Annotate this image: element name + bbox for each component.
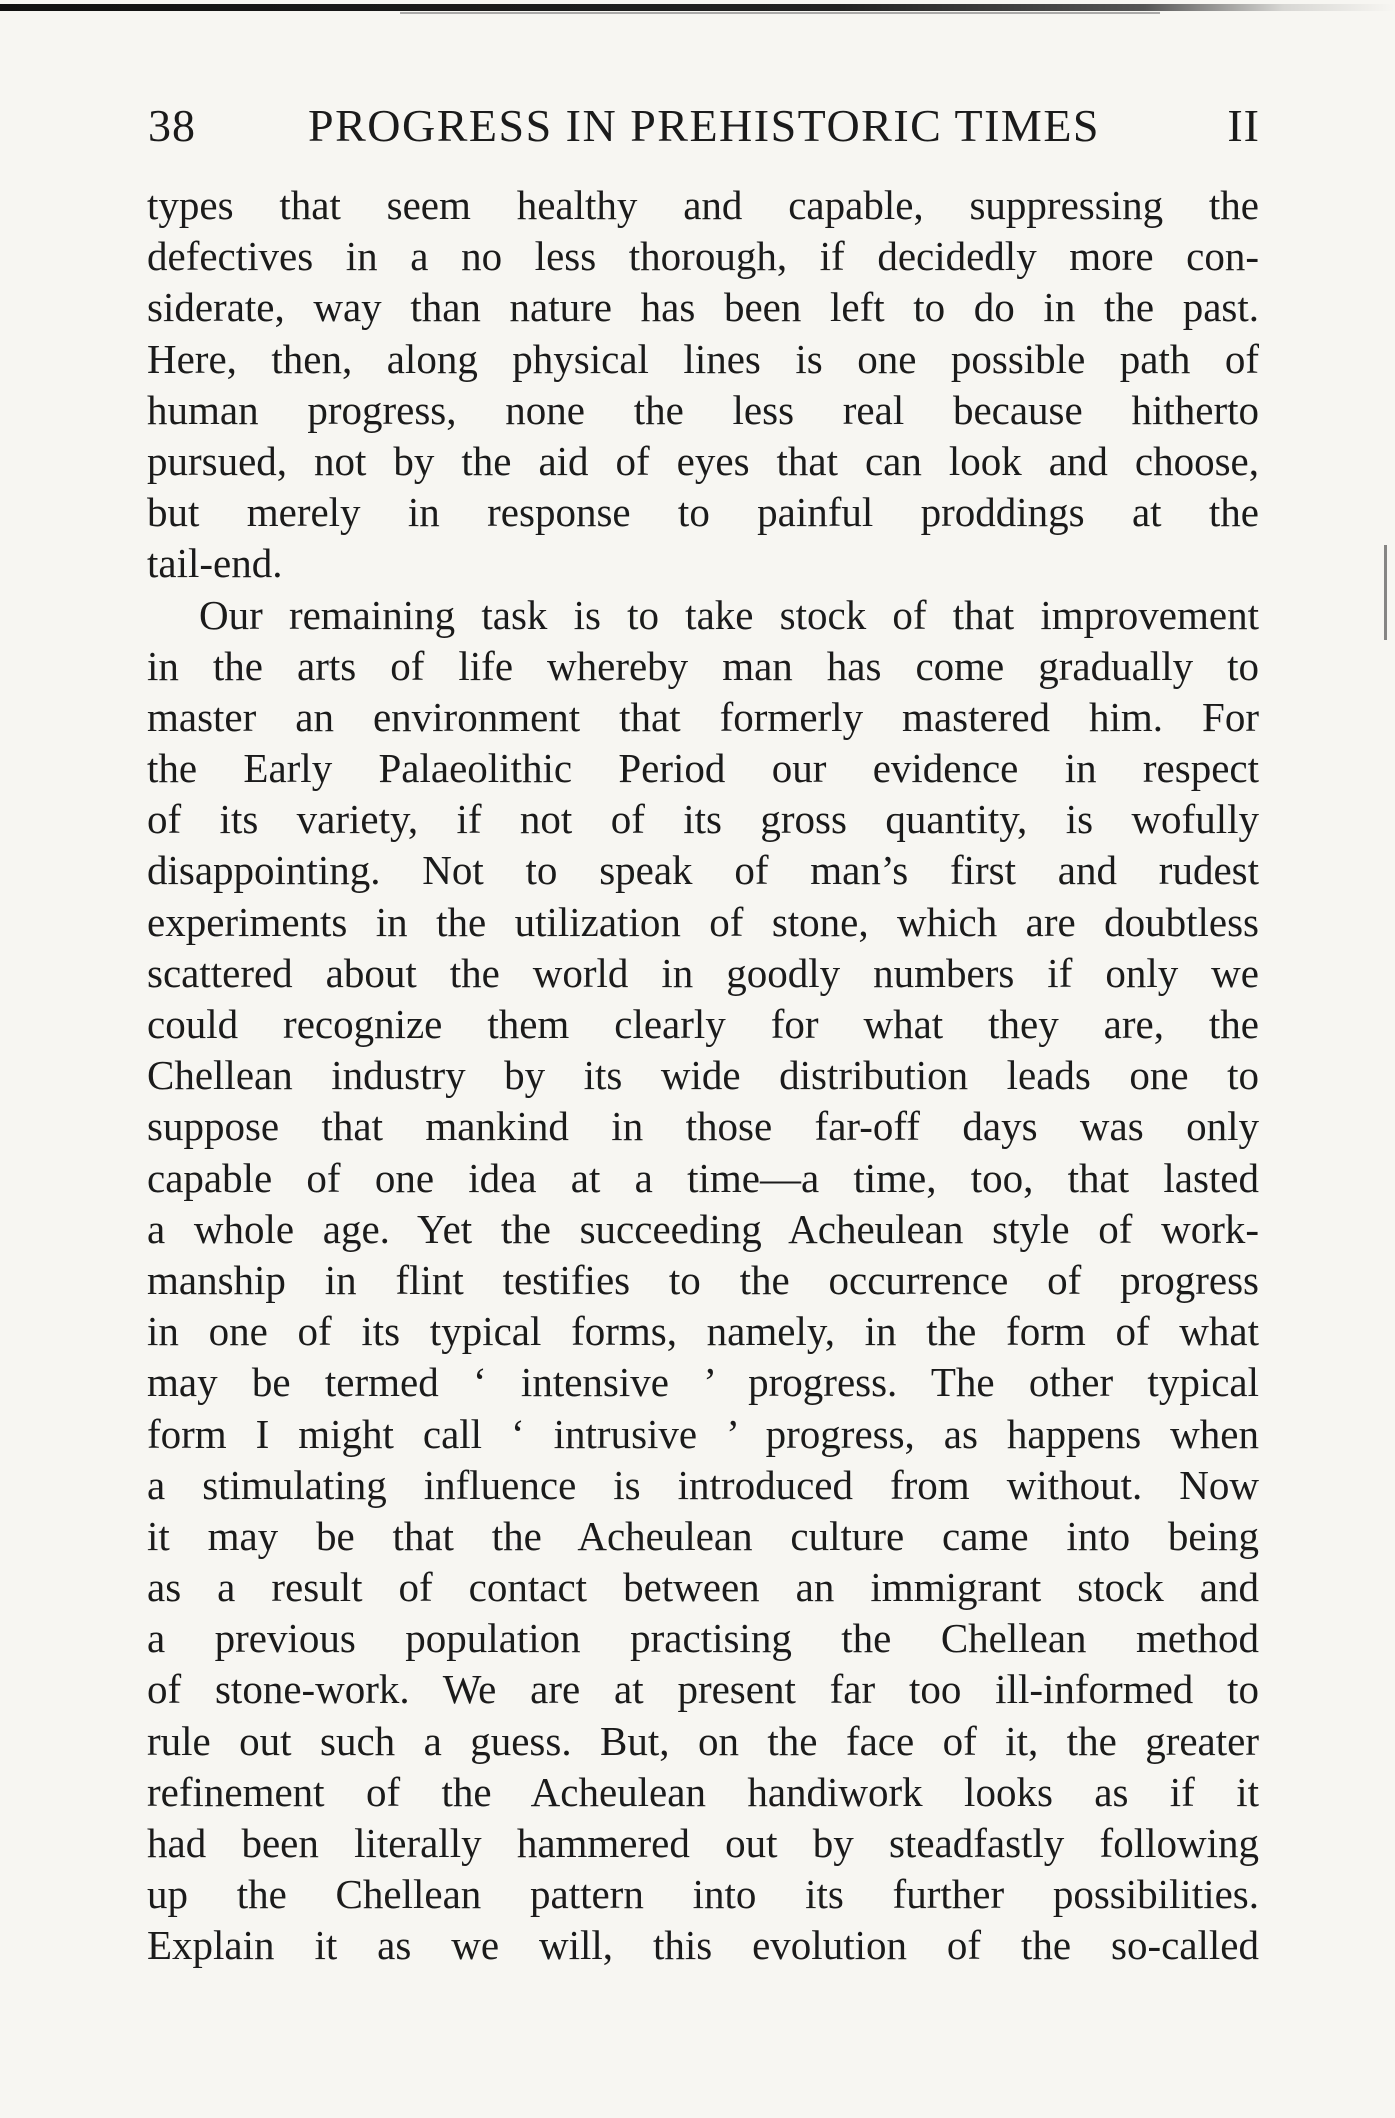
text-line: Here, then, along physical lines is one possible path of	[147, 335, 1259, 382]
running-title: PROGRESS IN PREHISTORIC TIMES	[308, 100, 1101, 151]
text-line: in one of its typical forms, namely, in the form of what	[147, 1308, 1259, 1355]
chapter-number: II	[1227, 100, 1260, 151]
text-line: refinement of the Acheulean handiwork looks as if it	[147, 1768, 1259, 1815]
top-edge-rule	[0, 4, 1395, 11]
text-line: master an environment that formerly mastered him. For	[147, 693, 1259, 740]
text-line: scattered about the world in goodly numbers if only we	[147, 949, 1259, 996]
top-edge-thin-rule	[400, 12, 1160, 14]
text-line: in the arts of life whereby man has come gradually to	[147, 642, 1259, 689]
text-line: defectives in a no less thorough, if decidedly more con-	[147, 233, 1259, 280]
text-line: of stone-work. We are at present far too ill-informed to	[147, 1666, 1259, 1713]
text-line: it may be that the Acheulean culture came into being	[147, 1512, 1259, 1559]
text-line: a whole age. Yet the succeeding Acheulean style of work-	[147, 1205, 1259, 1252]
page-number: 38	[148, 100, 196, 151]
running-head	[148, 96, 1260, 156]
text-line: up the Chellean pattern into its further possibilities.	[147, 1871, 1259, 1918]
text-line: a stimulating influence is introduced from without. Now	[147, 1461, 1259, 1508]
text-line: a previous population practising the Chellean method	[147, 1615, 1259, 1662]
text-line: pursued, not by the aid of eyes that can look and choose,	[147, 437, 1259, 484]
text-line: siderate, way than nature has been left to do in the past.	[147, 284, 1259, 331]
text-line: suppose that mankind in those far-off days was only	[147, 1103, 1259, 1150]
body-text	[147, 180, 1259, 1972]
text-line: of its variety, if not of its gross quantity, is wofully	[147, 796, 1259, 843]
text-line: disappointing. Not to speak of man’s first and rudest	[147, 847, 1259, 894]
text-line: form I might call ‘ intrusive ’ progress, as happens when	[147, 1410, 1259, 1457]
text-line: but merely in response to painful proddings at the	[147, 489, 1259, 536]
text-line: had been literally hammered out by steadfastly following	[147, 1820, 1259, 1866]
text-line: capable of one idea at a time—a time, too, that lasted	[147, 1154, 1259, 1201]
page-edge-mark	[1384, 545, 1387, 640]
text-line: as a result of contact between an immigrant stock and	[147, 1564, 1259, 1611]
text-line: Chellean industry by its wide distribution leads one to	[147, 1052, 1259, 1099]
text-line: manship in flint testifies to the occurrence of progress	[147, 1256, 1259, 1303]
text-line: human progress, none the less real because hitherto	[147, 386, 1259, 433]
text-line: could recognize them clearly for what they are, the	[147, 1001, 1259, 1047]
text-line: experiments in the utilization of stone, which are doubtless	[147, 898, 1259, 945]
text-line: rule out such a guess. But, on the face of it, the greater	[147, 1717, 1259, 1764]
text-line: types that seem healthy and capable, suppressing the	[147, 182, 1259, 228]
text-line: the Early Palaeolithic Period our evidence in respect	[147, 745, 1259, 792]
text-line: Explain it as we will, this evolution of the so-called	[147, 1922, 1259, 1969]
paragraph-start-line: Our remaining task is to take stock of that improvement	[199, 591, 1259, 638]
text-line: tail-end.	[147, 540, 283, 587]
text-line: may be termed ‘ intensive ’ progress. The other typical	[147, 1359, 1259, 1406]
